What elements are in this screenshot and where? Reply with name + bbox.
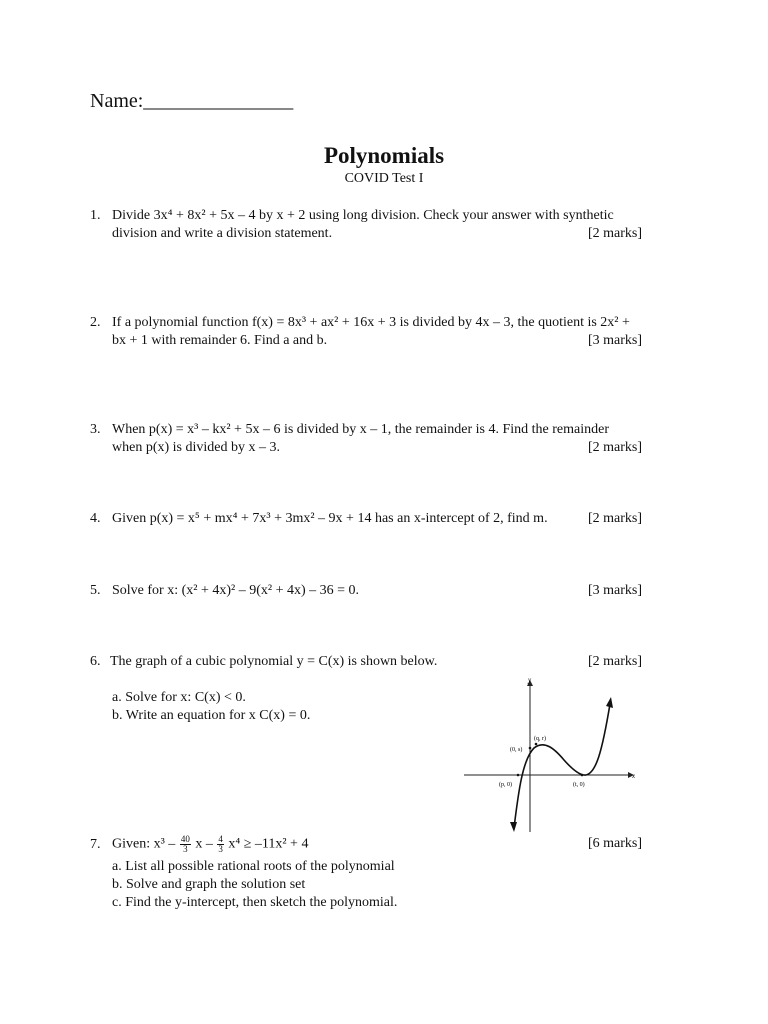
point-qr xyxy=(535,743,538,746)
question-text-suffix: x⁴ ≥ –11x² + 4 xyxy=(228,836,309,852)
question-text: Divide 3x⁴ + 8x² + 5x – 4 by x + 2 using long division. Check your answer with synthetic xyxy=(112,208,614,223)
point-t0 xyxy=(581,774,584,777)
label-t0: (t, 0) xyxy=(573,782,585,788)
question-marks: [3 marks] xyxy=(588,333,643,348)
fraction-40-3: $\frac{40}{3}$ xyxy=(180,834,190,854)
question-6-part-a: a. Solve for x: C(x) < 0. xyxy=(112,690,246,705)
question-marks: [2 marks] xyxy=(588,511,643,526)
cubic-curve xyxy=(514,704,610,828)
question-text: The graph of a cubic polynomial y = C(x) is shown below. xyxy=(110,654,438,669)
question-text: If a polynomial function f(x) = 8x³ + ax² + 16x + 3 is divided by 4x – 3, the quotient is 2x² + xyxy=(112,315,630,330)
question-text: Solve for x: (x² + 4x)² – 9(x² + 4x) – 36 = 0. xyxy=(112,583,360,598)
question-marks: [2 marks] xyxy=(588,654,643,669)
question-7-part-c: c. Find the y-intercept, then sketch the polynomial. xyxy=(112,895,398,910)
question-5 xyxy=(90,582,570,600)
question-number: 5. xyxy=(90,583,101,598)
page-subtitle: COVID Test I xyxy=(344,171,424,186)
point-0s xyxy=(529,747,532,750)
question-number: 6. xyxy=(90,654,101,669)
y-axis-label: y xyxy=(528,676,532,684)
label-qr: (q, r) xyxy=(534,736,546,742)
question-1 xyxy=(90,207,650,225)
cubic-graph-figure xyxy=(458,672,640,834)
question-marks: [2 marks] xyxy=(588,440,643,455)
question-7-part-a: a. List all possible rational roots of the polynomial xyxy=(112,859,395,874)
page-title: Polynomials xyxy=(323,143,445,168)
question-number: 3. xyxy=(90,422,101,437)
label-0s: (0, s) xyxy=(510,747,523,753)
question-1-line2: division and write a division statement. xyxy=(112,226,333,241)
question-6-part-b: b. Write an equation for x C(x) = 0. xyxy=(112,708,311,723)
question-number: 1. xyxy=(90,208,101,223)
question-6 xyxy=(90,653,570,671)
question-text-mid: x – xyxy=(195,836,213,852)
question-marks: [6 marks] xyxy=(588,836,643,851)
question-7 xyxy=(90,835,570,854)
question-text: When p(x) = x³ – kx² + 5x – 6 is divided by x – 1, the remainder is 4. Find the remainder xyxy=(112,422,609,437)
question-number: 4. xyxy=(90,511,101,526)
question-marks: [2 marks] xyxy=(588,226,643,241)
question-2 xyxy=(90,314,660,332)
curve-arrow-bottom xyxy=(510,822,517,832)
question-number: 2. xyxy=(90,315,101,330)
point-p0 xyxy=(517,774,520,777)
question-text: Given p(x) = x⁵ + mx⁴ + 7x³ + 3mx² – 9x + 14 has an x-intercept of 2, find m. xyxy=(112,511,548,526)
question-3-line2: when p(x) is divided by x – 3. xyxy=(112,440,280,455)
fraction-4-3: $\frac{4}{3}$ xyxy=(218,834,223,854)
label-p0: (p, 0) xyxy=(499,782,512,788)
question-3 xyxy=(90,421,660,439)
x-axis xyxy=(464,772,634,778)
x-axis-label: x xyxy=(632,772,636,780)
name-field-label: Name:_______________ xyxy=(90,90,294,112)
question-number: 7. xyxy=(90,836,101,852)
question-text-prefix: Given: x³ – xyxy=(112,836,176,852)
question-2-line2: bx + 1 with remainder 6. Find a and b. xyxy=(112,333,328,348)
question-marks: [3 marks] xyxy=(588,583,643,598)
question-7-part-b: b. Solve and graph the solution set xyxy=(112,877,306,892)
question-4 xyxy=(90,510,590,528)
curve-arrow-top xyxy=(606,697,613,708)
